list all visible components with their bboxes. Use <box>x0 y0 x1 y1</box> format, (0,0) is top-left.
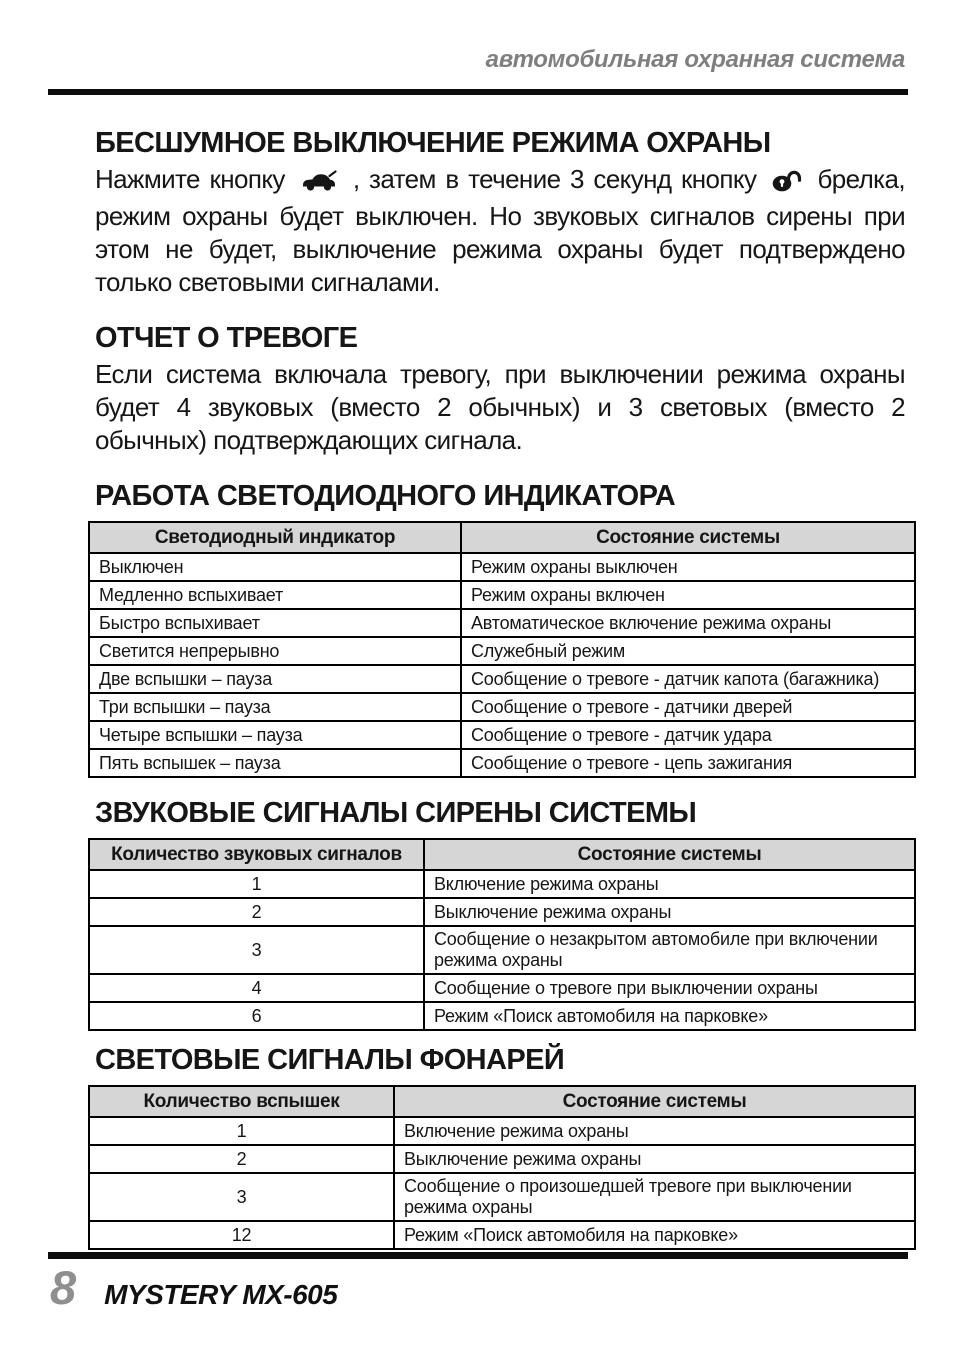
silent-disarm-paragraph <box>95 163 905 299</box>
table-cell: 12 <box>89 1221 394 1249</box>
column-header: Состояние системы <box>461 522 915 553</box>
table-header-row <box>89 1086 915 1117</box>
column-header: Количество вспышек <box>89 1086 394 1117</box>
table-row <box>89 1145 915 1173</box>
table-cell: Сообщение о тревоге - датчик удара <box>461 721 915 749</box>
car-remote-button-icon <box>300 167 337 200</box>
table-row <box>89 926 915 974</box>
footer-rule <box>48 1252 908 1259</box>
table-cell: Сообщение о тревоге - цепь зажигания <box>461 749 915 777</box>
section-title-siren-signals: ЗВУКОВЫЕ СИГНАЛЫ СИРЕНЫ СИСТЕМЫ <box>95 797 697 829</box>
silent-disarm-text-1: Нажмите кнопку <box>95 164 285 194</box>
table-cell: Включение режима охраны <box>394 1117 915 1145</box>
silent-disarm-text-2: , затем в течение 3 секунд кнопку <box>352 164 757 194</box>
table-cell: 1 <box>89 1117 394 1145</box>
alarm-report-paragraph: Если система включала тревогу, при выключении режима охраны будет 4 звуковых (вместо 2 обычных) и 3 световых (вместо 2 обычных) подтверждающих сигнала. <box>95 359 905 455</box>
running-header <box>0 0 954 74</box>
table-header-row <box>89 522 915 553</box>
table-cell: Сообщение о тревоге при выключении охраны <box>424 974 915 1002</box>
table-cell: Служебный режим <box>461 637 915 665</box>
light-signals-table <box>88 1085 916 1250</box>
table-cell: 1 <box>89 870 424 898</box>
table-cell: Выключен <box>89 553 461 581</box>
table-cell: Режим охраны выключен <box>461 553 915 581</box>
table-cell: Четыре вспышки – пауза <box>89 721 461 749</box>
table-row <box>89 898 915 926</box>
table-row <box>89 665 915 693</box>
header-rule <box>48 89 908 95</box>
table-row <box>89 1117 915 1145</box>
table-cell: Сообщение о незакрытом автомобиле при включении режима охраны <box>424 926 915 974</box>
table-cell: Режим «Поиск автомобиля на парковке» <box>424 1002 915 1030</box>
table-cell: Включение режима охраны <box>424 870 915 898</box>
led-indicator-table <box>88 521 916 778</box>
table-cell: Медленно вспыхивает <box>89 581 461 609</box>
table-cell: Автоматическое включение режима охраны <box>461 609 915 637</box>
table-row <box>89 609 915 637</box>
page-number: 8 <box>50 1261 77 1314</box>
running-header-title: автомобильная охранная система <box>485 46 905 73</box>
table-cell: 2 <box>89 898 424 926</box>
table-header-row <box>89 839 915 870</box>
table-row <box>89 693 915 721</box>
column-header: Светодиодный индикатор <box>89 522 461 553</box>
table-cell: Две вспышки – пауза <box>89 665 461 693</box>
table-cell: 3 <box>89 1173 394 1221</box>
table-cell: Выключение режима охраны <box>394 1145 915 1173</box>
table-cell: Режим охраны включен <box>461 581 915 609</box>
table-cell: Пять вспышек – пауза <box>89 749 461 777</box>
table-cell: 4 <box>89 974 424 1002</box>
table-cell: 6 <box>89 1002 424 1030</box>
table-row <box>89 974 915 1002</box>
table-row <box>89 581 915 609</box>
section-title-silent-disarm: БЕСШУМНОЕ ВЫКЛЮЧЕНИЕ РЕЖИМА ОХРАНЫ <box>95 127 771 159</box>
table-row <box>89 721 915 749</box>
table-cell: Три вспышки – пауза <box>89 693 461 721</box>
unlock-remote-button-icon <box>772 167 802 200</box>
table-cell: 3 <box>89 926 424 974</box>
page-footer <box>50 1260 337 1315</box>
table-cell: Режим «Поиск автомобиля на парковке» <box>394 1221 915 1249</box>
table-row <box>89 1002 915 1030</box>
section-title-alarm-report: ОТЧЕТ О ТРЕВОГЕ <box>95 322 358 354</box>
column-header: Состояние системы <box>424 839 915 870</box>
table-cell: Сообщение о тревоге - датчики дверей <box>461 693 915 721</box>
model-name: MYSTERY MX-605 <box>104 1279 338 1310</box>
page-content <box>0 128 954 1250</box>
table-cell: Сообщение о произошедшей тревоге при выключении режима охраны <box>394 1173 915 1221</box>
table-row <box>89 637 915 665</box>
table-cell: Светится непрерывно <box>89 637 461 665</box>
table-row <box>89 870 915 898</box>
section-title-light-signals: СВЕТОВЫЕ СИГНАЛЫ ФОНАРЕЙ <box>95 1044 565 1076</box>
table-row <box>89 1173 915 1221</box>
silent-disarm-text-3: брелка, режим охраны будет выключен. Но звуковых сигналов сирены при этом не будет, выключение режима охраны будет подтверждено только световыми сигналами. <box>95 164 906 297</box>
siren-signals-table <box>88 838 916 1031</box>
column-header: Состояние системы <box>394 1086 915 1117</box>
column-header: Количество звуковых сигналов <box>89 839 424 870</box>
table-cell: Быстро вспыхивает <box>89 609 461 637</box>
table-row <box>89 749 915 777</box>
table-row <box>89 1221 915 1249</box>
table-row <box>89 553 915 581</box>
section-title-led-indicator: РАБОТА СВЕТОДИОДНОГО ИНДИКАТОРА <box>95 480 676 512</box>
table-cell: 2 <box>89 1145 394 1173</box>
table-cell: Сообщение о тревоге - датчик капота (багажника) <box>461 665 915 693</box>
table-cell: Выключение режима охраны <box>424 898 915 926</box>
